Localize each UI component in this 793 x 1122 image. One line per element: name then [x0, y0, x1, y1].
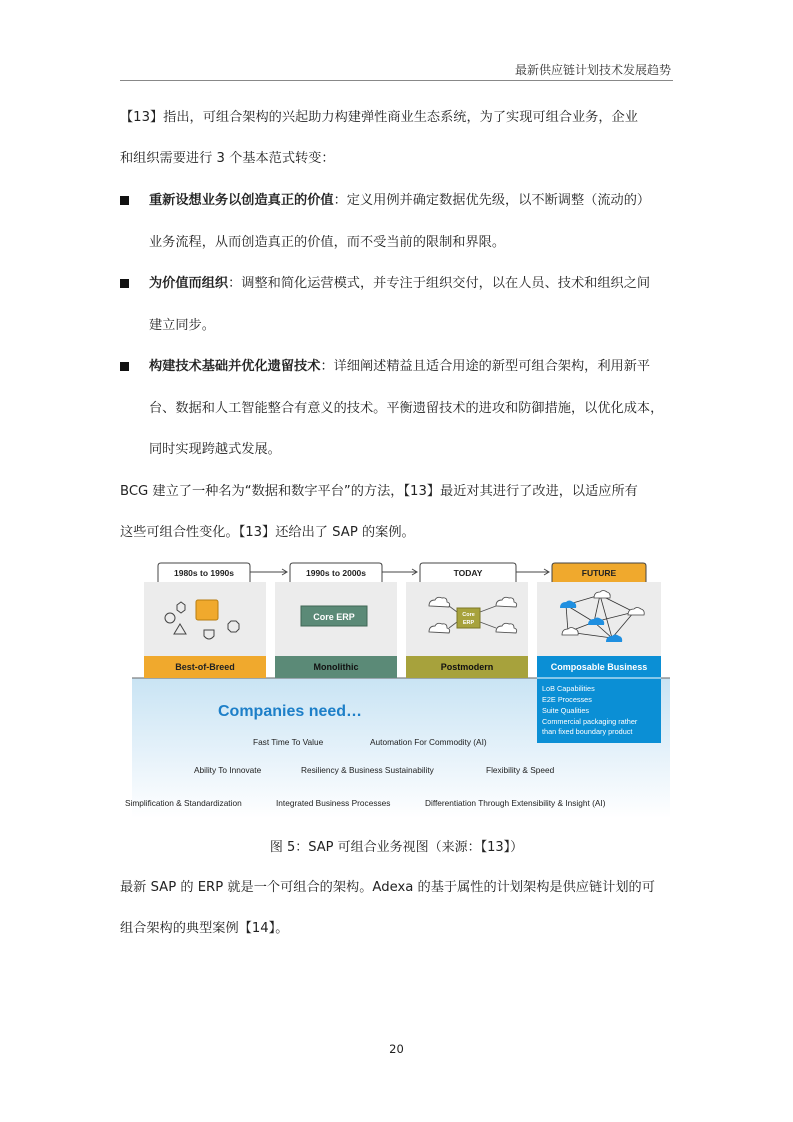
- need-item: Fast Time To Value: [253, 737, 324, 747]
- era-tab-1980s: [158, 563, 250, 582]
- composable-item: Suite Qualities: [542, 706, 590, 715]
- bullet-text: ：定义用例并确定数据优先级，以不断调整（流动的）: [333, 193, 651, 208]
- page-header: [120, 58, 673, 81]
- bullet-text: ：调整和简化运营模式，并专注于组织交付，以在人员、技术和组织之间: [228, 276, 651, 291]
- bcg-line-2: 这些可组合性变化。【13】还给出了 SAP 的案例。: [120, 525, 415, 540]
- stage-label: Best-of-Breed: [175, 662, 235, 672]
- sap-composable-figure: [124, 560, 670, 818]
- bullet-square-icon: [120, 279, 129, 288]
- bcg-line-1: BCG 建立了一种名为“数据和数字平台”的方法，【13】最近对其进行了改进，以适应所有: [120, 484, 638, 499]
- need-item: Simplification & Standardization: [125, 798, 242, 808]
- intro-line-2: 和组织需要进行 3 个基本范式转变：: [120, 151, 335, 166]
- bullet-organize: [120, 263, 676, 346]
- need-item: Automation For Commodity (AI): [370, 737, 487, 747]
- need-item: Differentiation Through Extensibility & Insight (AI): [425, 798, 606, 808]
- core-erp-small-label-2: ERP: [462, 620, 475, 626]
- bullet-text: ：详细阐述精益且适合用途的新型可组合架构，利用新平: [320, 359, 651, 374]
- bullet-square-icon: [120, 196, 129, 205]
- era-tab-future: [552, 563, 646, 582]
- composable-item: LoB Capabilities: [542, 684, 595, 693]
- era-label: TODAY: [453, 568, 483, 578]
- companies-need-title: Companies need…: [218, 703, 363, 720]
- bullet-bold: 重新设想业务以创造真正的价值: [149, 193, 334, 208]
- era-label: 1990s to 2000s: [305, 568, 367, 578]
- figure-caption: 图 5：SAP 可组合业务视图（来源：【13】）: [269, 840, 524, 855]
- stage-label: Postmodern: [440, 662, 494, 672]
- page-number: 20: [389, 1042, 404, 1056]
- header-title: 最新供应链计划技术发展趋势: [514, 63, 671, 77]
- era-tab-1990s: [290, 563, 382, 582]
- bullet-continuation: 同时实现跨越式发展。: [149, 442, 281, 457]
- need-item: Integrated Business Processes: [276, 798, 391, 808]
- era-label: FUTURE: [581, 568, 617, 578]
- era-label: 1980s to 1990s: [173, 568, 235, 578]
- bullet-continuation: 台、数据和人工智能整合有意义的技术。平衡遗留技术的进攻和防御措施，以优化成本，: [149, 400, 664, 416]
- bullet-square-icon: [120, 362, 129, 371]
- closing-line-1: 最新 SAP 的 ERP 就是一个可组合的架构。Adexa 的基于属性的计划架构是供应链计划的可: [120, 880, 655, 895]
- bullet-bold: 为价值而组织: [149, 276, 229, 291]
- composable-item: E2E Processes: [542, 695, 592, 704]
- composable-item: Commercial packaging rather: [542, 717, 638, 726]
- need-item: Flexibility & Speed: [486, 765, 555, 775]
- need-item: Resiliency & Business Sustainability: [301, 765, 434, 775]
- bullet-reimagine: [120, 180, 676, 263]
- figure-svg: [124, 560, 670, 818]
- stage-label: Composable Business: [550, 662, 648, 672]
- need-item: Ability To Innovate: [194, 765, 262, 775]
- core-erp-small-label-1: Core: [462, 612, 475, 618]
- closing-line-2: 组合架构的典型案例【14】。: [120, 921, 289, 936]
- era-tab-today: [420, 563, 516, 582]
- bullet-bold: 构建技术基础并优化遗留技术: [149, 359, 321, 374]
- bullet-build-tech: [120, 346, 676, 471]
- core-erp-label: Core ERP: [313, 612, 355, 622]
- bullet-continuation: 业务流程，从而创造真正的价值，而不受当前的限制和界限。: [149, 234, 506, 250]
- composable-item: than fixed boundary product: [542, 727, 633, 736]
- bullet-continuation: 建立同步。: [149, 317, 215, 333]
- stage-label: Monolithic: [313, 662, 359, 672]
- intro-line-1: 【13】指出，可组合架构的兴起助力构建弹性商业生态系统，为了实现可组合业务，企业: [120, 110, 638, 125]
